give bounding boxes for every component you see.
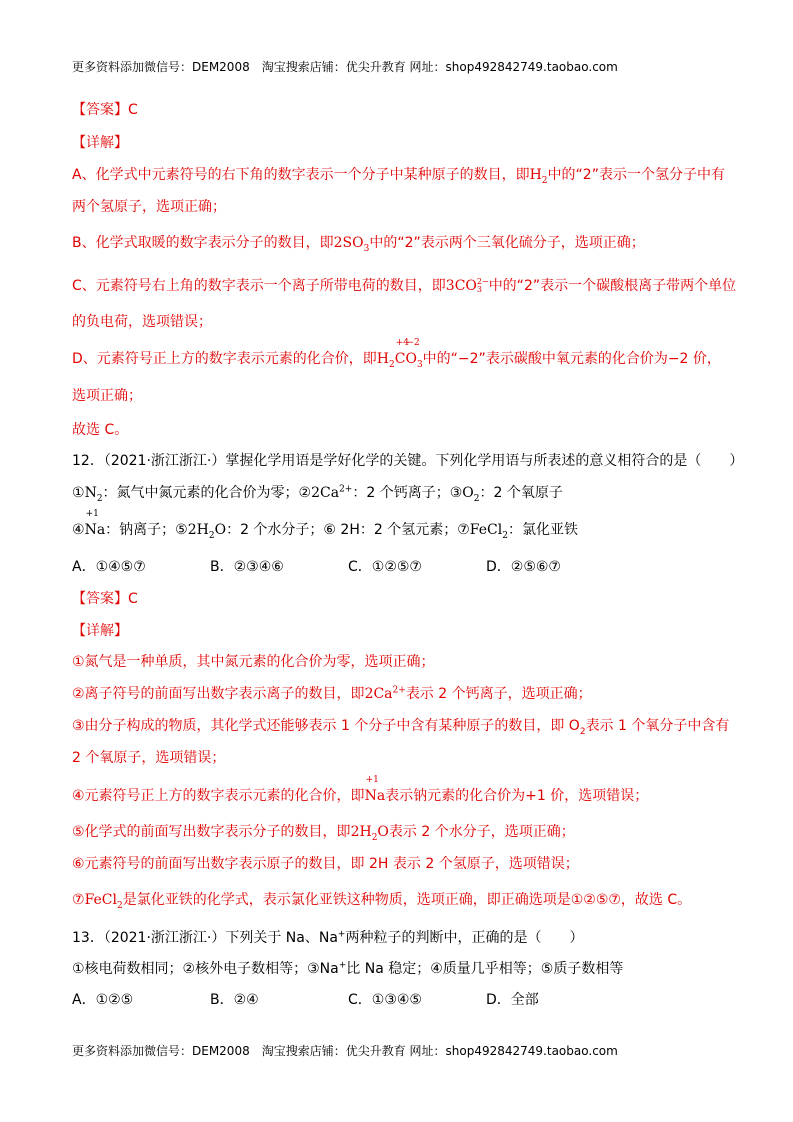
formula-el: Na: [364, 788, 386, 804]
formula-valence: [364, 775, 386, 806]
formula-el: FeCl: [84, 892, 117, 908]
formula: [529, 167, 548, 186]
formula: [84, 485, 103, 504]
text: 中的“−2”表示碳酸中氧元素的化合价为−2 价，: [422, 351, 721, 367]
q12-explanation-6: ⑥元素符号的前面写出数字表示原子的数目，即 2H 表示 2 个氢原子，选项错误；: [72, 856, 579, 872]
q11-conclusion: 故选 C。: [72, 422, 129, 438]
text: ①: [72, 485, 85, 501]
formula-el: O: [377, 824, 389, 840]
formula-el: H: [376, 351, 389, 367]
option-b: B．②④: [210, 992, 259, 1008]
valence-top: −2: [406, 338, 420, 348]
q11-explanation-a-cont: 两个氢原子，选项正确；: [72, 199, 226, 215]
page-header: 更多资料添加微信号：DEM2008 淘宝搜索店铺：优尖升教育 网址：shop492842749.taobao.com: [72, 60, 618, 74]
answer-value: C: [128, 591, 138, 607]
formula-el: O: [405, 351, 417, 367]
q11-explanation-b: [72, 233, 645, 253]
valence-top: +1: [85, 509, 99, 519]
q12-explanation-4: [72, 775, 649, 806]
formula-valence: [84, 509, 106, 540]
formula-sub: 2: [389, 359, 395, 370]
formula: [462, 485, 480, 504]
q11-explanation-d-cont: 选项正确；: [72, 388, 142, 404]
formula-sub: 2: [208, 530, 215, 541]
formula-el: N: [84, 485, 97, 501]
option-a: A．①④⑤⑦: [72, 559, 146, 575]
text: 是氯化亚铁的化学式，表示氯化亚铁这种物质，选项正确，即正确选项是①②⑤⑦，故选 C。: [122, 892, 692, 908]
q12-explanation-3-cont: 2 个氧原子，选项错误；: [72, 750, 226, 766]
text: ①核电荷数相同；②核外电子数相等；③Na: [72, 961, 339, 977]
formula-sub: 2: [579, 726, 586, 737]
formula-sub: 2: [541, 175, 548, 186]
option-a: A．①②⑤: [72, 992, 134, 1008]
formula-el: Na: [84, 522, 106, 538]
q12-explanation-2: [72, 684, 592, 704]
q13-items: [72, 959, 623, 979]
text: ③由分子构成的物质，其化学式还能够表示 1 个分子中含有某种原子的数目，即 O: [72, 718, 580, 734]
formula-sub: 2: [117, 900, 123, 911]
formula-el: 2Ca: [311, 485, 340, 501]
formula-el: H: [529, 167, 542, 183]
text: ：氮气中氮元素的化合价为零；②: [102, 485, 312, 501]
text: 表示 2 个水分子，选项正确；: [388, 824, 575, 840]
formula-el: O: [462, 485, 474, 501]
text: 表示 2 个钙离子，选项正确；: [405, 686, 592, 702]
formula-sub: 2: [371, 832, 378, 843]
formula-sup: +: [337, 929, 346, 940]
text: 表示钠元素的化合价为+1 价，选项错误；: [385, 788, 649, 804]
valence-top: +4: [395, 338, 410, 348]
formula: [311, 485, 352, 501]
text: ：氯化亚铁: [507, 522, 578, 538]
q12-items-line1: [72, 483, 563, 503]
q12-explanation-7: [72, 890, 691, 910]
option-b: B．②③④⑥: [210, 559, 284, 575]
q13-stem: [72, 928, 583, 948]
q12-explanation-3: [72, 716, 729, 736]
option-c: C．①②⑤⑦: [348, 559, 422, 575]
text: ④元素符号正上方的数字表示元素的化合价，即: [72, 788, 365, 804]
q12-stem: 12．（2021·浙江浙江·）掌握化学用语是学好化学的关键。下列化学用语与所表述的意义相符合的是（ ）: [72, 453, 744, 469]
formula-el: C: [394, 351, 406, 367]
valence-top: +1: [365, 775, 379, 785]
formula: [376, 338, 423, 370]
formula-el: O: [214, 522, 227, 538]
text: A、化学式中元素符号的右下角的数字表示一个分子中某种原子的数目，即: [72, 167, 530, 183]
text: ：2 个水分子；⑥ 2H：2 个氢元素；⑦: [226, 522, 470, 538]
formula-sub: 2: [502, 530, 508, 541]
text: C、元素符号右上角的数字表示一个离子所带电荷的数目，即: [72, 278, 446, 294]
detail-label: 【详解】: [72, 623, 128, 639]
text: 13．（2021·浙江浙江·）下列关于 Na、Na: [72, 930, 338, 946]
formula: [446, 278, 489, 294]
q11-answer-line: [72, 100, 138, 120]
text: D、元素符号正上方的数字表示元素的化合价，即: [72, 351, 377, 367]
text: B、化学式取暖的数字表示分子的数目，即: [72, 235, 334, 251]
text: ⑦: [72, 892, 85, 908]
formula: [187, 522, 227, 541]
q11-explanation-d: [72, 338, 721, 370]
formula-sub: 2: [96, 493, 103, 504]
formula-valence: [394, 338, 410, 369]
formula-sup: 2−: [476, 277, 489, 286]
option-c: C．①③④⑤: [348, 992, 422, 1008]
text: ⑤化学式的前面写出数字表示分子的数目，即: [72, 824, 351, 840]
text: 比 Na 稳定；④质量几乎相等；⑤质子数相等: [346, 961, 624, 977]
text: 中的“2”表示一个碳酸根离子带两个单位: [488, 278, 737, 294]
text: ④: [72, 522, 85, 538]
q11-detail-label: [72, 133, 128, 153]
formula: [365, 686, 406, 702]
formula: [333, 235, 370, 254]
q12-options: [72, 557, 561, 577]
formula-el: 2Ca: [364, 686, 393, 702]
text: ：2 个钙离子；③: [352, 485, 463, 501]
q11-explanation-c: [72, 276, 736, 296]
answer-label: 【答案】: [72, 591, 128, 607]
q13-options: [72, 990, 539, 1010]
formula-el: 2H: [350, 824, 372, 840]
formula-el: FeCl: [469, 522, 503, 538]
formula-sub: 2: [473, 493, 480, 504]
q12-explanation-1: ①氮气是一种单质，其中氮元素的化合价为零，选项正确；: [72, 654, 435, 670]
formula-el: 3CO: [445, 278, 477, 294]
text: 中的“2”表示两个三氧化硫分子，选项正确；: [369, 235, 645, 251]
page-footer: 更多资料添加微信号：DEM2008 淘宝搜索店铺：优尖升教育 网址：shop492842749.taobao.com: [72, 1044, 618, 1058]
formula-el: 2H: [187, 522, 209, 538]
q11-explanation-a: [72, 165, 725, 185]
formula-sup: 2+: [392, 685, 406, 696]
formula: [350, 824, 389, 843]
text: 表示 1 个氧分子中含有: [585, 718, 730, 734]
q12-detail-label: [72, 621, 128, 641]
formula-sup: 2+: [339, 484, 353, 495]
formula-valence: [405, 338, 420, 369]
text: ：钠离子；⑤: [105, 522, 188, 538]
option-d: D．全部: [486, 992, 539, 1008]
formula-sub: 3: [363, 243, 370, 254]
text: 中的“2”表示一个氢分子中有: [547, 167, 725, 183]
text: ：2 个氧原子: [479, 485, 563, 501]
formula-sup: +: [338, 960, 347, 971]
answer-label: 【答案】: [72, 102, 128, 118]
formula: [84, 892, 123, 911]
q12-explanation-5: [72, 822, 575, 842]
formula-el: 2SO: [333, 235, 364, 251]
formula-sub: 3: [476, 285, 482, 294]
q12-items-line2: [72, 509, 578, 541]
q12-answer-line: [72, 589, 138, 609]
text: ②离子符号的前面写出数字表示离子的数目，即: [72, 686, 365, 702]
answer-value: C: [128, 102, 138, 118]
option-d: D．②⑤⑥⑦: [486, 559, 561, 575]
formula-sub: 3: [416, 359, 423, 370]
detail-label: 【详解】: [72, 135, 128, 151]
text: 两种粒子的判断中，正确的是（ ）: [345, 930, 584, 946]
formula: [469, 522, 508, 541]
q11-explanation-c-cont: 的负电荷，选项错误；: [72, 314, 212, 330]
